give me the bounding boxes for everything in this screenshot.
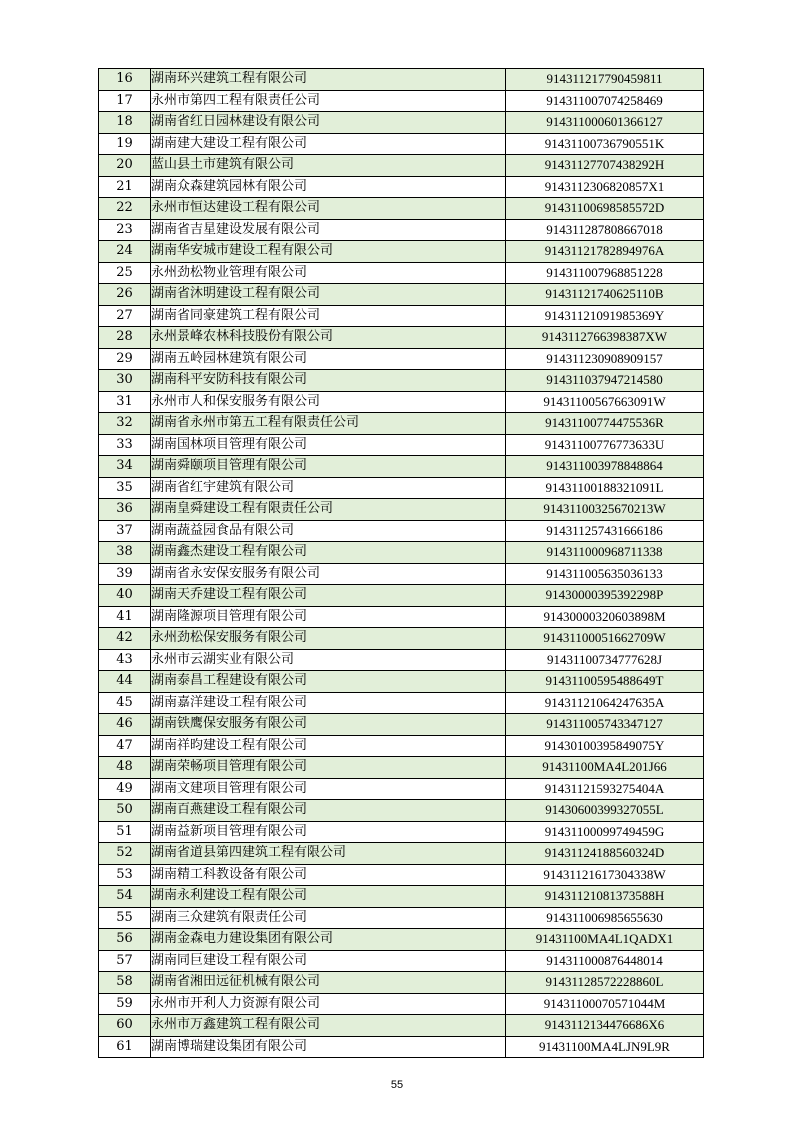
table-row [99, 950, 704, 972]
table-row [99, 155, 704, 177]
credit-code-cell: 91431121782894976A [506, 241, 704, 263]
credit-code-cell: 914311230908909157 [506, 348, 704, 370]
credit-code-cell: 91430100395849075Y [506, 735, 704, 757]
credit-code-cell: 91431100MA4L201J66 [506, 757, 704, 779]
company-name-cell: 永州市开利人力资源有限公司 [151, 993, 506, 1015]
table-row [99, 800, 704, 822]
credit-code-cell: 914311287808667018 [506, 219, 704, 241]
credit-code-cell: 914311007074258469 [506, 90, 704, 112]
credit-code-cell: 91431121091985369Y [506, 305, 704, 327]
row-number-cell: 44 [99, 671, 151, 693]
company-name-cell: 湖南文建项目管理有限公司 [151, 778, 506, 800]
company-name-cell: 湖南省道县第四建筑工程有限公司 [151, 843, 506, 865]
credit-code-cell: 9143112766398387XW [506, 327, 704, 349]
table-row [99, 929, 704, 951]
company-name-cell: 永州劲松物业管理有限公司 [151, 262, 506, 284]
credit-code-cell: 91431121740625110B [506, 284, 704, 306]
company-name-cell: 湖南泰昌工程建设有限公司 [151, 671, 506, 693]
credit-code-cell: 914311037947214580 [506, 370, 704, 392]
table-row [99, 133, 704, 155]
credit-code-cell: 914311005743347127 [506, 714, 704, 736]
table-row [99, 628, 704, 650]
table-row [99, 649, 704, 671]
credit-code-cell: 91431124188560324D [506, 843, 704, 865]
table-row [99, 843, 704, 865]
table-row [99, 499, 704, 521]
company-name-cell: 湖南建大建设工程有限公司 [151, 133, 506, 155]
row-number-cell: 29 [99, 348, 151, 370]
row-number-cell: 51 [99, 821, 151, 843]
credit-code-cell: 91431100595488649T [506, 671, 704, 693]
credit-code-cell: 91431100325670213W [506, 499, 704, 521]
credit-code-cell: 914311257431666186 [506, 520, 704, 542]
credit-code-cell: 914311000968711338 [506, 542, 704, 564]
row-number-cell: 57 [99, 950, 151, 972]
company-name-cell: 湖南国林项目管理有限公司 [151, 434, 506, 456]
row-number-cell: 53 [99, 864, 151, 886]
company-name-cell: 湖南百燕建设工程有限公司 [151, 800, 506, 822]
table-row [99, 714, 704, 736]
table-row [99, 219, 704, 241]
table-row [99, 993, 704, 1015]
row-number-cell: 49 [99, 778, 151, 800]
credit-code-cell: 91430000395392298P [506, 585, 704, 607]
row-number-cell: 16 [99, 69, 151, 91]
row-number-cell: 21 [99, 176, 151, 198]
row-number-cell: 52 [99, 843, 151, 865]
page-number: 55 [390, 1079, 404, 1091]
row-number-cell: 59 [99, 993, 151, 1015]
table-row [99, 671, 704, 693]
company-name-cell: 湖南众森建筑园林有限公司 [151, 176, 506, 198]
company-name-cell: 湖南铁鹰保安服务有限公司 [151, 714, 506, 736]
company-name-cell: 湖南省红宇建筑有限公司 [151, 477, 506, 499]
row-number-cell: 31 [99, 391, 151, 413]
row-number-cell: 35 [99, 477, 151, 499]
table-row [99, 542, 704, 564]
company-name-cell: 蓝山县土市建筑有限公司 [151, 155, 506, 177]
company-name-cell: 永州市万鑫建筑工程有限公司 [151, 1015, 506, 1037]
row-number-cell: 33 [99, 434, 151, 456]
row-number-cell: 30 [99, 370, 151, 392]
company-name-cell: 永州市恒达建设工程有限公司 [151, 198, 506, 220]
table-row [99, 391, 704, 413]
row-number-cell: 48 [99, 757, 151, 779]
company-name-cell: 永州市人和保安服务有限公司 [151, 391, 506, 413]
credit-code-cell: 914311005635036133 [506, 563, 704, 585]
company-name-cell: 湖南隆源项目管理有限公司 [151, 606, 506, 628]
row-number-cell: 27 [99, 305, 151, 327]
credit-code-cell: 91431100MA4L1QADX1 [506, 929, 704, 951]
row-number-cell: 55 [99, 907, 151, 929]
credit-code-cell: 914311217790459811 [506, 69, 704, 91]
credit-code-cell: 91430000320603898M [506, 606, 704, 628]
credit-code-cell: 91431100736790551K [506, 133, 704, 155]
row-number-cell: 22 [99, 198, 151, 220]
table-row [99, 370, 704, 392]
company-name-cell: 湖南同巨建设工程有限公司 [151, 950, 506, 972]
table-row [99, 563, 704, 585]
table-body [99, 69, 704, 1058]
row-number-cell: 47 [99, 735, 151, 757]
credit-code-cell: 91431100188321091L [506, 477, 704, 499]
table-row [99, 606, 704, 628]
row-number-cell: 60 [99, 1015, 151, 1037]
credit-code-cell: 91431100051662709W [506, 628, 704, 650]
company-name-cell: 永州市云湖实业有限公司 [151, 649, 506, 671]
company-name-cell: 湖南精工科教设备有限公司 [151, 864, 506, 886]
credit-code-cell: 914311007968851228 [506, 262, 704, 284]
row-number-cell: 25 [99, 262, 151, 284]
credit-code-cell: 91431100776773633U [506, 434, 704, 456]
company-name-cell: 湖南环兴建筑工程有限公司 [151, 69, 506, 91]
row-number-cell: 40 [99, 585, 151, 607]
table-row [99, 348, 704, 370]
credit-code-cell: 91431100070571044M [506, 993, 704, 1015]
company-name-cell: 永州景峰农林科技股份有限公司 [151, 327, 506, 349]
table-row [99, 241, 704, 263]
company-name-cell: 湖南荣畅项目管理有限公司 [151, 757, 506, 779]
row-number-cell: 20 [99, 155, 151, 177]
company-name-cell: 湖南五岭园林建筑有限公司 [151, 348, 506, 370]
row-number-cell: 43 [99, 649, 151, 671]
table-row [99, 520, 704, 542]
credit-code-cell: 91431100774475536R [506, 413, 704, 435]
table-row [99, 327, 704, 349]
row-number-cell: 38 [99, 542, 151, 564]
table-row [99, 413, 704, 435]
credit-code-cell: 91431100698585572D [506, 198, 704, 220]
table-row [99, 198, 704, 220]
row-number-cell: 39 [99, 563, 151, 585]
credit-code-cell: 91431128572228860L [506, 972, 704, 994]
credit-code-cell: 914311000601366127 [506, 112, 704, 134]
row-number-cell: 58 [99, 972, 151, 994]
table-row [99, 1015, 704, 1037]
row-number-cell: 32 [99, 413, 151, 435]
company-name-cell: 湖南皇舜建设工程有限责任公司 [151, 499, 506, 521]
table-row [99, 176, 704, 198]
row-number-cell: 42 [99, 628, 151, 650]
table-row [99, 692, 704, 714]
table-row [99, 886, 704, 908]
company-name-cell: 湖南省沐明建设工程有限公司 [151, 284, 506, 306]
row-number-cell: 50 [99, 800, 151, 822]
row-number-cell: 17 [99, 90, 151, 112]
table-row [99, 864, 704, 886]
credit-code-cell: 91431100734777628J [506, 649, 704, 671]
company-name-cell: 湖南省吉星建设发展有限公司 [151, 219, 506, 241]
table-row [99, 585, 704, 607]
row-number-cell: 28 [99, 327, 151, 349]
company-name-cell: 湖南三众建筑有限责任公司 [151, 907, 506, 929]
table-row [99, 69, 704, 91]
credit-code-cell: 9143112306820857X1 [506, 176, 704, 198]
company-name-cell: 湖南益新项目管理有限公司 [151, 821, 506, 843]
company-name-cell: 永州劲松保安服务有限公司 [151, 628, 506, 650]
row-number-cell: 26 [99, 284, 151, 306]
credit-code-cell: 91430600399327055L [506, 800, 704, 822]
table-row [99, 757, 704, 779]
row-number-cell: 23 [99, 219, 151, 241]
credit-code-cell: 91431100099749459G [506, 821, 704, 843]
company-name-cell: 湖南鑫杰建设工程有限公司 [151, 542, 506, 564]
row-number-cell: 61 [99, 1036, 151, 1058]
company-name-cell: 湖南华安城市建设工程有限公司 [151, 241, 506, 263]
table-row [99, 456, 704, 478]
row-number-cell: 45 [99, 692, 151, 714]
table-row [99, 112, 704, 134]
company-name-cell: 湖南省永州市第五工程有限责任公司 [151, 413, 506, 435]
table-row [99, 1036, 704, 1058]
row-number-cell: 54 [99, 886, 151, 908]
company-name-cell: 湖南舜颐项目管理有限公司 [151, 456, 506, 478]
credit-code-cell: 91431100567663091W [506, 391, 704, 413]
credit-code-cell: 91431127707438292H [506, 155, 704, 177]
row-number-cell: 19 [99, 133, 151, 155]
company-name-cell: 湖南省湘田远征机械有限公司 [151, 972, 506, 994]
row-number-cell: 24 [99, 241, 151, 263]
company-registry-table [98, 68, 704, 1058]
row-number-cell: 36 [99, 499, 151, 521]
company-name-cell: 湖南省永安保安服务有限公司 [151, 563, 506, 585]
table-row [99, 972, 704, 994]
row-number-cell: 37 [99, 520, 151, 542]
company-name-cell: 湖南金森电力建设集团有限公司 [151, 929, 506, 951]
credit-code-cell: 91431100MA4LJN9L9R [506, 1036, 704, 1058]
company-name-cell: 湖南嘉洋建设工程有限公司 [151, 692, 506, 714]
company-name-cell: 湖南蔬益园食品有限公司 [151, 520, 506, 542]
company-name-cell: 湖南永利建设工程有限公司 [151, 886, 506, 908]
credit-code-cell: 914311003978848864 [506, 456, 704, 478]
table-row [99, 90, 704, 112]
table-row [99, 821, 704, 843]
table-row [99, 284, 704, 306]
credit-code-cell: 91431121593275404A [506, 778, 704, 800]
credit-code-cell: 914311000876448014 [506, 950, 704, 972]
company-name-cell: 湖南祥昀建设工程有限公司 [151, 735, 506, 757]
table-row [99, 907, 704, 929]
credit-code-cell: 914311006985655630 [506, 907, 704, 929]
table-row [99, 262, 704, 284]
company-name-cell: 湖南天乔建设工程有限公司 [151, 585, 506, 607]
table-row [99, 778, 704, 800]
company-name-cell: 湖南博瑞建设集团有限公司 [151, 1036, 506, 1058]
row-number-cell: 18 [99, 112, 151, 134]
row-number-cell: 56 [99, 929, 151, 951]
company-name-cell: 永州市第四工程有限责任公司 [151, 90, 506, 112]
company-name-cell: 湖南省红日园林建设有限公司 [151, 112, 506, 134]
row-number-cell: 34 [99, 456, 151, 478]
table-row [99, 735, 704, 757]
credit-code-cell: 9143112134476686X6 [506, 1015, 704, 1037]
company-name-cell: 湖南省同豪建筑工程有限公司 [151, 305, 506, 327]
table-row [99, 477, 704, 499]
credit-code-cell: 91431121617304338W [506, 864, 704, 886]
table-row [99, 434, 704, 456]
credit-code-cell: 91431121064247635A [506, 692, 704, 714]
credit-code-cell: 91431121081373588H [506, 886, 704, 908]
row-number-cell: 46 [99, 714, 151, 736]
row-number-cell: 41 [99, 606, 151, 628]
table-row [99, 305, 704, 327]
company-name-cell: 湖南科平安防科技有限公司 [151, 370, 506, 392]
